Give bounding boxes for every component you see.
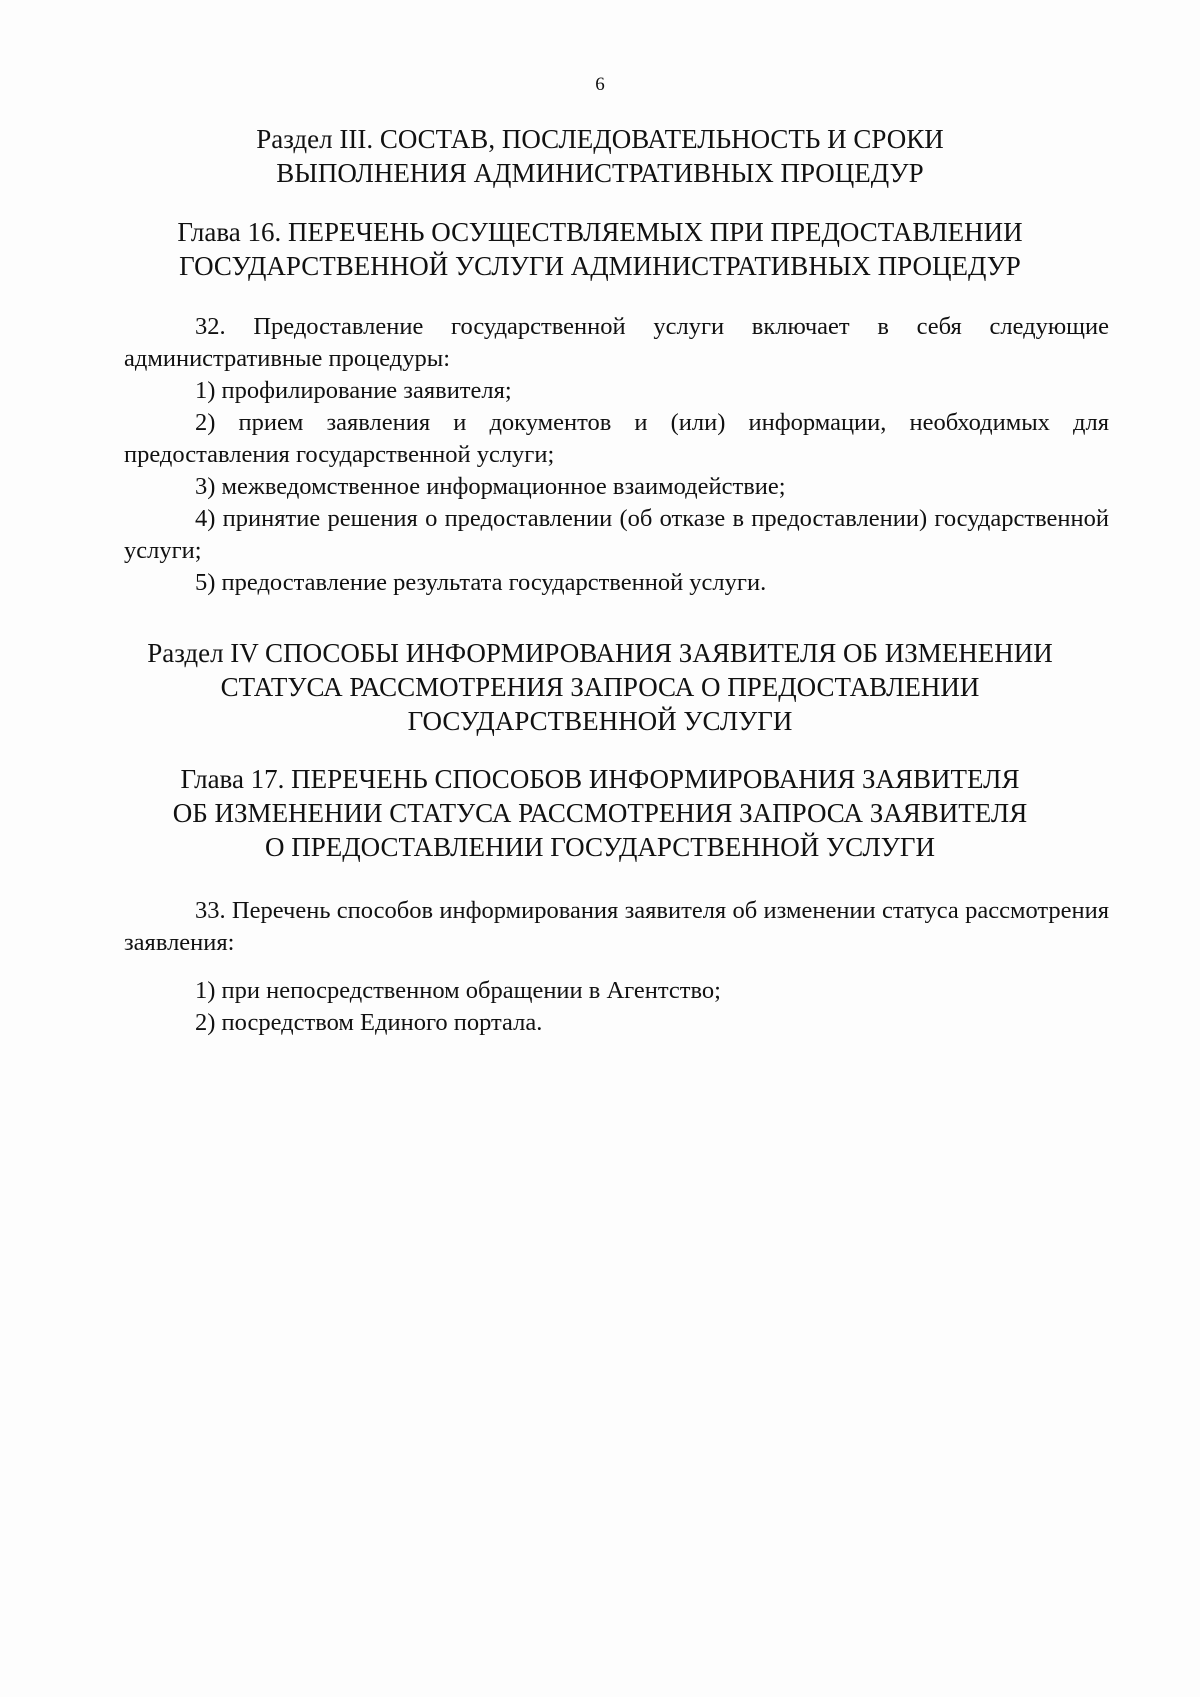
paragraph-32-intro: 32. Предоставление государственной услуги включает в себя следующие административные процедуры: bbox=[124, 313, 1109, 372]
heading-line: О ПРЕДОСТАВЛЕНИИ ГОСУДАРСТВЕННОЙ УСЛУГИ bbox=[265, 832, 935, 862]
list-item: 1) при непосредственном обращении в Агентство; bbox=[195, 977, 721, 1004]
paragraph-33-intro: 33. Перечень способов информирования заявителя об изменении статуса рассмотрения заявления: bbox=[124, 897, 1109, 956]
chapter-17-heading bbox=[100, 762, 1100, 864]
chapter-16-heading bbox=[100, 215, 1100, 283]
section-3-heading bbox=[100, 122, 1100, 190]
list-item: 1) профилирование заявителя; bbox=[195, 377, 512, 404]
heading-line: Раздел III. СОСТАВ, ПОСЛЕДОВАТЕЛЬНОСТЬ И СРОКИ bbox=[256, 124, 944, 154]
list-item: 2) прием заявления и документов и (или) информации, необходимых для предоставления государственной услуги; bbox=[124, 409, 1109, 468]
paragraph-33 bbox=[124, 895, 1109, 959]
heading-line: Глава 16. ПЕРЕЧЕНЬ ОСУЩЕСТВЛЯЕМЫХ ПРИ ПРЕДОСТАВЛЕНИИ bbox=[177, 217, 1023, 247]
heading-line: Раздел IV СПОСОБЫ ИНФОРМИРОВАНИЯ ЗАЯВИТЕЛЯ ОБ ИЗМЕНЕНИИ bbox=[147, 638, 1053, 668]
list-item: 5) предоставление результата государственной услуги. bbox=[195, 569, 767, 596]
section-4-heading bbox=[100, 636, 1100, 738]
list-item: 2) посредством Единого портала. bbox=[195, 1009, 543, 1036]
heading-line: ГОСУДАРСТВЕННОЙ УСЛУГИ АДМИНИСТРАТИВНЫХ ПРОЦЕДУР bbox=[179, 251, 1021, 281]
heading-line: ОБ ИЗМЕНЕНИИ СТАТУСА РАССМОТРЕНИЯ ЗАПРОСА ЗАЯВИТЕЛЯ bbox=[172, 798, 1028, 828]
list-item: 3) межведомственное информационное взаимодействие; bbox=[195, 473, 786, 500]
list-item: 4) принятие решения о предоставлении (об отказе в предоставлении) государственной услуги; bbox=[124, 505, 1109, 564]
heading-line: ГОСУДАРСТВЕННОЙ УСЛУГИ bbox=[407, 706, 793, 736]
paragraph-32 bbox=[124, 311, 1109, 599]
heading-line: ВЫПОЛНЕНИЯ АДМИНИСТРАТИВНЫХ ПРОЦЕДУР bbox=[276, 158, 924, 188]
paragraph-33-list bbox=[124, 975, 1109, 1039]
heading-line: Глава 17. ПЕРЕЧЕНЬ СПОСОБОВ ИНФОРМИРОВАНИЯ ЗАЯВИТЕЛЯ bbox=[180, 764, 1020, 794]
heading-line: СТАТУСА РАССМОТРЕНИЯ ЗАПРОСА О ПРЕДОСТАВЛЕНИИ bbox=[220, 672, 980, 702]
page-number: 6 bbox=[595, 74, 605, 95]
